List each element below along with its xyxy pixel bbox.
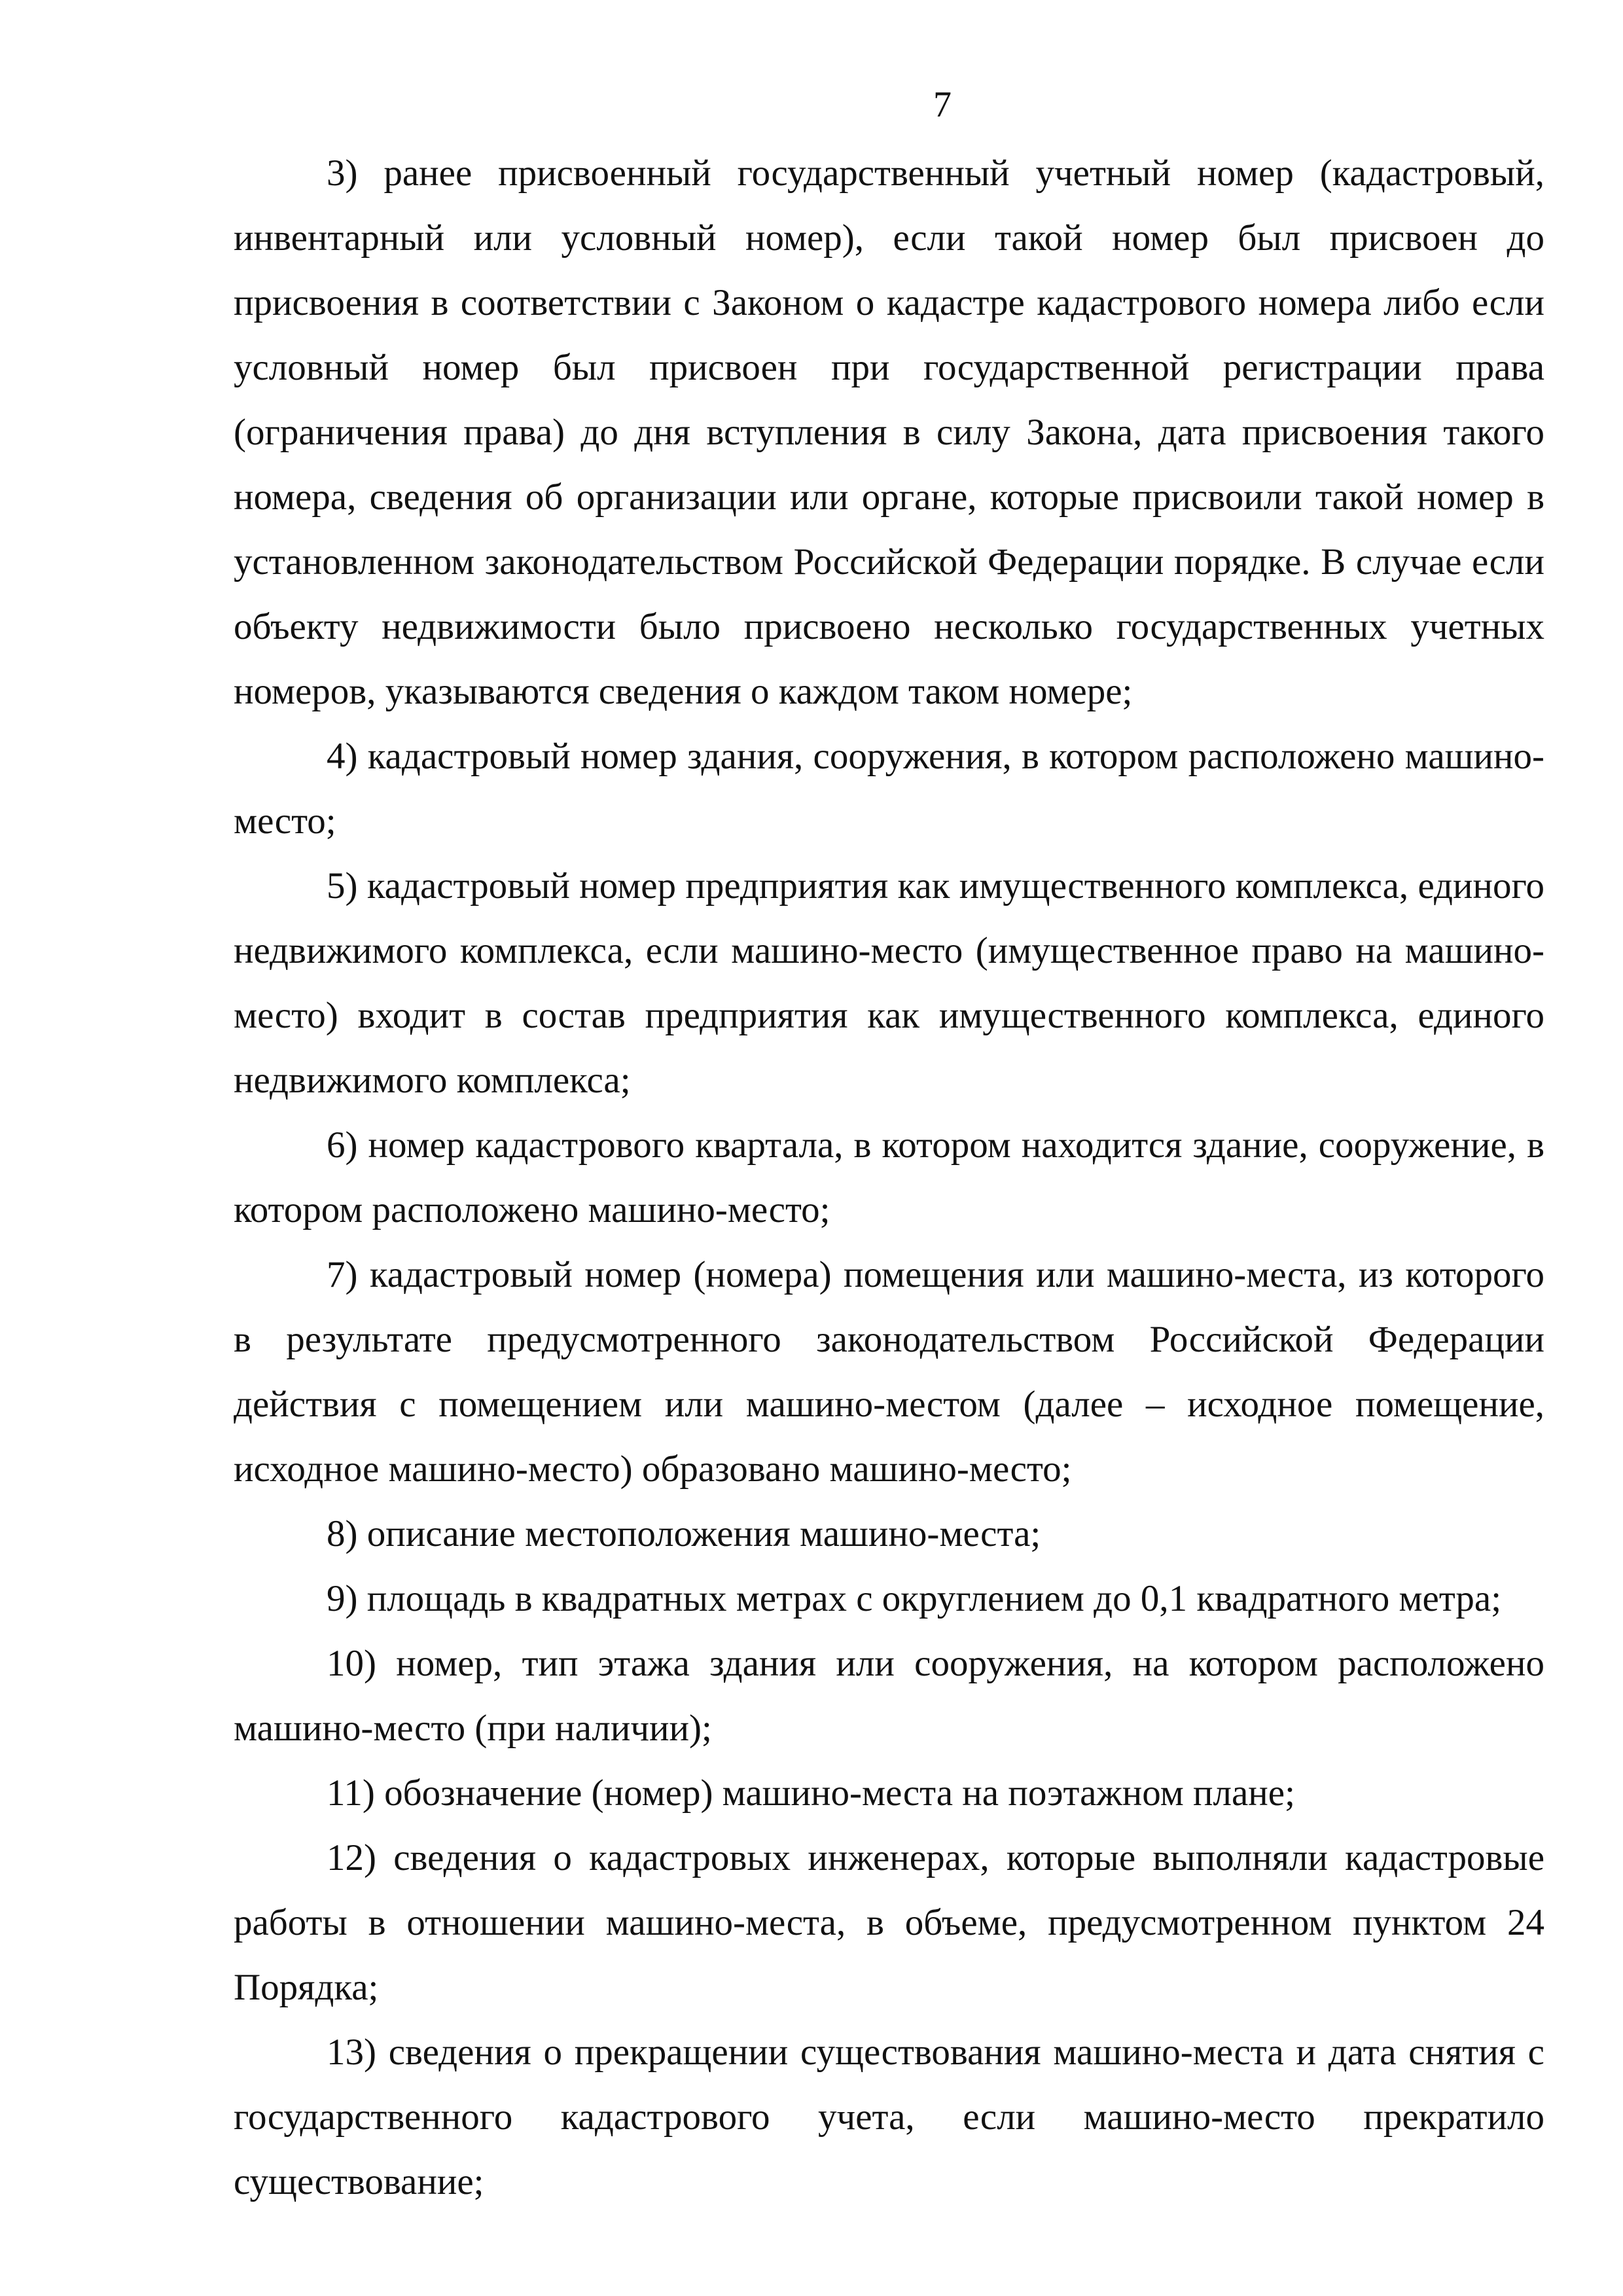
item-11-floor-plan-designation: 11) обозначение (номер) машино-места на поэтажном плане;	[327, 1772, 1295, 1814]
item-5-enterprise-cadastral-number: 5) кадастровый номер предприятия как имущественного комплекса, единого недвижимого комплекса, если машино-место (имущественное право на машино-место) входит в состав предприятия как имущественного комплекса, единого недвижимого комплекса;	[234, 865, 1544, 1101]
item-12-cadastral-engineers: 12) сведения о кадастровых инженерах, которые выполняли кадастровые работы в отношении машино-места, в объеме, предусмотренном пунктом 24 Порядка;	[234, 1837, 1544, 2008]
item-10-floor-number-type: 10) номер, тип этажа здания или сооружения, на котором расположено машино-место (при наличии);	[234, 1643, 1544, 1749]
item-13-termination-info: 13) сведения о прекращении существования машино-места и дата снятия с государственного кадастрового учета, если машино-место прекратило существование;	[234, 2032, 1544, 2202]
item-3-previous-registration-number: 3) ранее присвоенный государственный учетный номер (кадастровый, инвентарный или условный номер), если такой номер был присвоен до присвоения в соответствии с Законом о кадастре кадастрового номера либо если условный номер был присвоен при государственной регистрации права (ограничения права) до дня вступления в силу Закона, дата присвоения такого номера, сведения об организации или органе, которые присвоили такой номер в установленном законодательством Российской Федерации порядке. В случае если объекту недвижимости было присвоено несколько государственных учетных номеров, указываются сведения о каждом таком номере;	[234, 152, 1544, 712]
document-body	[234, 141, 1544, 2214]
item-4-building-cadastral-number: 4) кадастровый номер здания, сооружения, в котором расположено машино-место;	[234, 736, 1544, 842]
page-number-text: 7	[933, 84, 952, 125]
item-8-location-description: 8) описание местоположения машино-места;	[327, 1513, 1041, 1554]
page-number	[0, 79, 1623, 131]
item-7-source-premises-number: 7) кадастровый номер (номера) помещения или машино-места, из которого в результате предусмотренного законодательством Российской Федерации действия с помещением или машино-местом (далее – исходное помещение, исходное машино-место) образовано машино-место;	[234, 1254, 1544, 1490]
item-9-area: 9) площадь в квадратных метрах с округлением до 0,1 квадратного метра;	[327, 1578, 1502, 1619]
item-6-cadastral-quarter-number: 6) номер кадастрового квартала, в котором находится здание, сооружение, в котором расположено машино-место;	[234, 1124, 1544, 1230]
